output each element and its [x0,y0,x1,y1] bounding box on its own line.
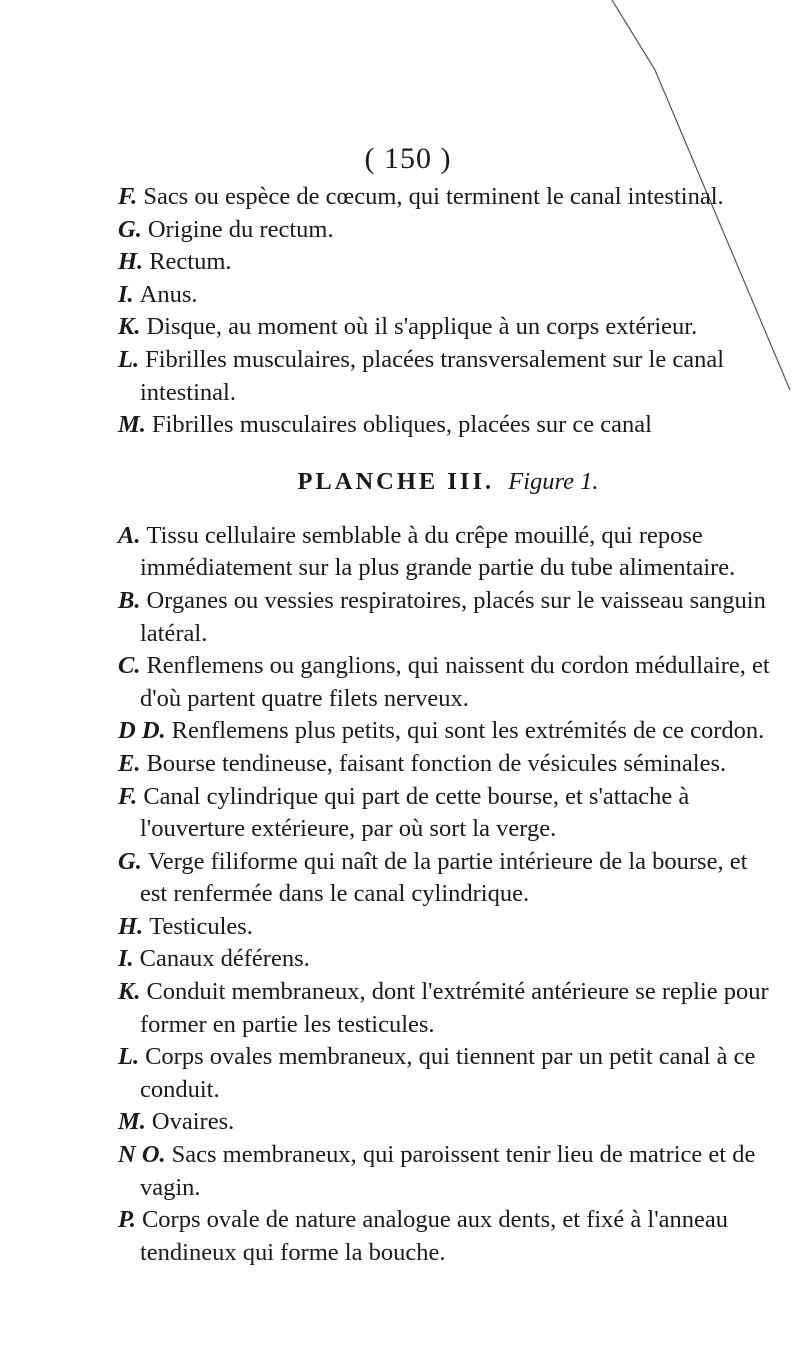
legend-entry: C. Renflemens ou ganglions, qui naissent du cordon médullaire, et d'où partent quatre filets nerveux. [118,652,770,712]
legend-entry: K. Disque, au moment où il s'applique à un corps extérieur. [118,313,698,341]
legend-entry: A. Tissu cellulaire semblable à du crêpe mouillé, qui repose immédiatement sur la plus grande partie du tube alimentaire. [118,521,736,582]
figure-label: Figure 1. [508,467,599,495]
legend-entry: L. Fibrilles musculaires, placées transversalement sur le canal intestinal. [118,345,725,406]
page-number: ( 150 ) [364,142,452,175]
legend-entry: F. Canal cylindrique qui part de cette bourse, et s'attache à l'ouverture extérieure, par où sort la verge. [118,782,690,843]
legend-entry: H. Testicules. [118,912,253,940]
legend-entry: P. Corps ovale de nature analogue aux dents, et fixé à l'anneau tendineux qui forme la bouche. [118,1206,728,1266]
plate-title: PLANCHE III. [297,467,495,495]
legend-entry: K. Conduit membraneux, dont l'extrémité antérieure se replie pour former en partie les testicules. [118,978,769,1038]
book-page [118,137,778,1269]
legend-entry: G. Verge filiforme qui naît de la partie intérieure de la bourse, et est renfermée dans le canal cylindrique. [118,847,748,908]
legend-entry: F. Sacs ou espèce de cœcum, qui terminent le canal intestinal. [118,183,724,210]
section-heading [118,466,778,498]
legend-entry: I. Anus. [118,280,198,308]
legend-entry: H. Rectum. [118,248,232,276]
legend-entry: B. Organes ou vessies respiratoires, placés sur le vaisseau sanguin latéral. [118,586,766,647]
legend-entry: M. Ovaires. [118,1108,235,1136]
top-legend-list [118,181,778,442]
legend-entry: M. Fibrilles musculaires obliques, placées sur ce canal [118,411,652,439]
legend-entry: D D. Renflemens plus petits, qui sont les extrémités de ce cordon. [118,717,765,745]
legend-entry: N O. Sacs membraneux, qui paroissent tenir lieu de matrice et de vagin. [118,1141,756,1201]
legend-entry: E. Bourse tendineuse, faisant fonction de vésicules séminales. [118,749,727,777]
figure-legend-list [118,520,778,1270]
legend-entry: L. Corps ovales membraneux, qui tiennent par un petit canal à ce conduit. [118,1043,756,1103]
legend-entry: G. Origine du rectum. [118,215,334,243]
legend-entry: I. Canaux déférens. [118,945,310,973]
